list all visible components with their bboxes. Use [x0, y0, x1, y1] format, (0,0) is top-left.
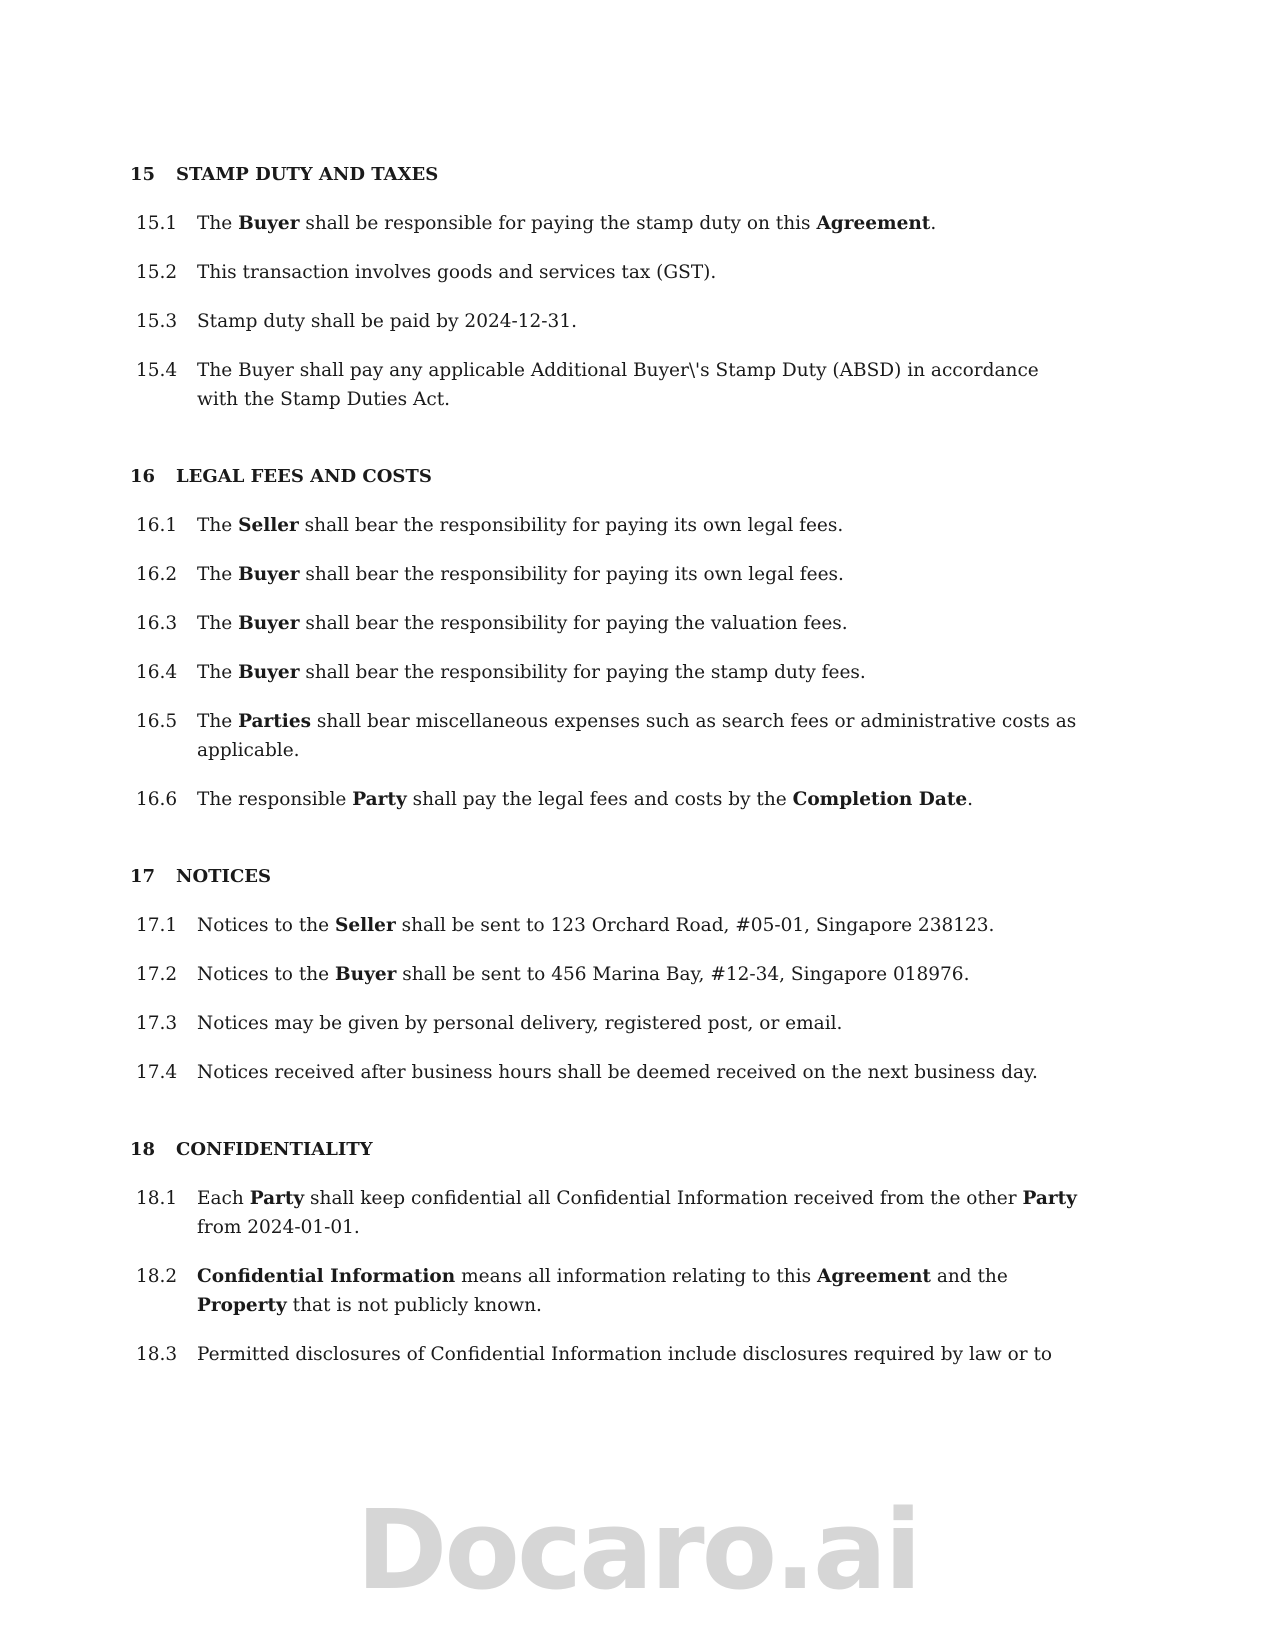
- clause-item: [0, 356, 1275, 414]
- clause-text-segment: The responsible: [197, 789, 353, 810]
- clause-number: 15.2: [136, 262, 178, 283]
- clause-item: [0, 609, 1275, 638]
- clause-text-segment: The: [197, 662, 239, 683]
- defined-term: Agreement: [816, 213, 931, 234]
- clause-text: [197, 911, 1077, 940]
- clause-item: [0, 911, 1275, 940]
- clause-number: 18.3: [136, 1344, 178, 1365]
- clause-text-segment: The: [197, 213, 239, 234]
- defined-term: Agreement: [817, 1266, 931, 1287]
- defined-term: Buyer: [238, 564, 300, 585]
- defined-term: Party: [352, 789, 407, 810]
- clause-text-segment: shall bear the responsibility for paying the valuation fees.: [299, 613, 848, 634]
- clause-text-segment: shall pay the legal fees and costs by the: [406, 789, 793, 810]
- clause-text-segment: means all information relating to this: [455, 1266, 818, 1287]
- section-number: 18: [129, 1139, 155, 1160]
- clause-text-segment: Stamp duty shall be paid by 2024-12-31.: [197, 311, 577, 332]
- section-number: 17: [129, 866, 155, 887]
- clause-item: [0, 1262, 1275, 1320]
- clause-number: 16.6: [136, 789, 178, 810]
- clause-text-segment: .: [930, 213, 937, 234]
- section-heading: [0, 1135, 1275, 1164]
- clause-number: 17.1: [136, 915, 178, 936]
- clause-text-segment: shall bear the responsibility for paying its own legal fees.: [299, 564, 844, 585]
- clause-text: [197, 1262, 1077, 1320]
- clause-number: 15.1: [136, 213, 178, 234]
- clause-text-segment: The: [197, 564, 239, 585]
- clause-number: 17.4: [136, 1062, 178, 1083]
- clause-item: [0, 785, 1275, 814]
- clause-text-segment: from 2024-01-01.: [197, 1217, 360, 1238]
- clause-text-segment: Notices received after business hours shall be deemed received on the next business day.: [197, 1062, 1038, 1083]
- clause-number: 15.4: [136, 360, 178, 381]
- clause-number: 17.3: [136, 1013, 178, 1034]
- clause-item: [0, 511, 1275, 540]
- section-title: STAMP DUTY AND TAXES: [176, 164, 439, 185]
- clause-number: 16.4: [136, 662, 178, 683]
- clause-text: [197, 658, 1077, 687]
- clause-number: 15.3: [136, 311, 178, 332]
- clause-item: [0, 1058, 1275, 1087]
- clause-number: 16.1: [136, 515, 178, 536]
- clause-item: [0, 1340, 1275, 1369]
- clause-text-segment: Notices may be given by personal delivery, registered post, or email.: [197, 1013, 843, 1034]
- defined-term: Seller: [335, 915, 396, 936]
- clause-text: [197, 511, 1077, 540]
- clause-text-segment: This transaction involves goods and services tax (GST).: [197, 262, 717, 283]
- clause-item: [0, 960, 1275, 989]
- section-heading: [0, 160, 1275, 189]
- clause-text: [197, 1184, 1077, 1242]
- clause-item: [0, 707, 1275, 765]
- clause-text: [197, 960, 1077, 989]
- defined-term: Seller: [238, 515, 299, 536]
- clause-text-segment: The: [197, 613, 239, 634]
- clause-text-segment: shall bear the responsibility for paying the stamp duty fees.: [299, 662, 866, 683]
- clause-item: [0, 1184, 1275, 1242]
- clause-text: [197, 707, 1077, 765]
- clause-item: [0, 1009, 1275, 1038]
- clause-text-segment: Notices to the: [197, 964, 335, 985]
- clause-text-segment: .: [967, 789, 974, 810]
- defined-term: Completion Date: [792, 789, 968, 810]
- clause-text: [197, 1058, 1077, 1087]
- clause-text-segment: Permitted disclosures of Confidential Information include disclosures required by law or to: [197, 1344, 1053, 1365]
- clause-text-segment: shall bear the responsibility for paying its own legal fees.: [298, 515, 844, 536]
- clause-text: [197, 209, 1077, 238]
- clause-item: [0, 258, 1275, 287]
- defined-term: Buyer: [335, 964, 397, 985]
- section-title: LEGAL FEES AND COSTS: [176, 466, 432, 487]
- section-heading: [0, 862, 1275, 891]
- clause-text: [197, 609, 1077, 638]
- defined-term: Parties: [238, 711, 312, 732]
- clause-text: [197, 1340, 1077, 1369]
- section-title: CONFIDENTIALITY: [176, 1139, 373, 1160]
- document-page: [0, 160, 1275, 1389]
- defined-term: Property: [197, 1295, 287, 1316]
- clause-text: [197, 356, 1077, 414]
- clause-number: 18.2: [136, 1266, 178, 1287]
- defined-term: Buyer: [238, 613, 300, 634]
- clause-text-segment: that is not publicly known.: [286, 1295, 542, 1316]
- defined-term: Party: [1022, 1188, 1077, 1209]
- clause-text-segment: Notices to the: [197, 915, 335, 936]
- clause-text: [197, 560, 1077, 589]
- clause-text-segment: shall be sent to 456 Marina Bay, #12-34, Singapore 018976.: [396, 964, 970, 985]
- section-heading: [0, 462, 1275, 491]
- defined-term: Buyer: [238, 662, 300, 683]
- defined-term: Party: [249, 1188, 305, 1209]
- defined-term: Buyer: [238, 213, 300, 234]
- clause-number: 17.2: [136, 964, 178, 985]
- clause-text: [197, 258, 1077, 287]
- clause-text-segment: Each: [197, 1188, 250, 1209]
- clause-number: 16.5: [136, 711, 178, 732]
- clause-text-segment: The: [197, 515, 239, 536]
- clause-text-segment: shall be sent to 123 Orchard Road, #05-01, Singapore 238123.: [395, 915, 995, 936]
- clause-text-segment: and the: [930, 1266, 1008, 1287]
- watermark-logo: Docaro.ai: [356, 1486, 919, 1614]
- clause-item: [0, 209, 1275, 238]
- clause-number: 16.2: [136, 564, 178, 585]
- clause-number: 16.3: [136, 613, 178, 634]
- clause-text: [197, 1009, 1077, 1038]
- clause-text-segment: The: [197, 711, 239, 732]
- section-title: NOTICES: [176, 866, 271, 887]
- clause-text: [197, 785, 1077, 814]
- clause-text: [197, 307, 1077, 336]
- clause-text-segment: shall be responsible for paying the stamp duty on this: [299, 213, 817, 234]
- clause-item: [0, 560, 1275, 589]
- section-number: 15: [129, 164, 155, 185]
- clause-text-segment: shall bear miscellaneous expenses such as search fees or administrative costs as applicable.: [197, 711, 1077, 761]
- clause-text-segment: shall keep confidential all Confidential Information received from the other: [304, 1188, 1023, 1209]
- section-number: 16: [129, 466, 155, 487]
- clause-number: 18.1: [136, 1188, 178, 1209]
- defined-term: Confidential Information: [197, 1266, 456, 1287]
- clause-text-segment: The Buyer shall pay any applicable Additional Buyer\'s Stamp Duty (ABSD) in accordance with the Stamp Duties Act.: [197, 360, 1039, 410]
- clause-item: [0, 658, 1275, 687]
- clause-item: [0, 307, 1275, 336]
